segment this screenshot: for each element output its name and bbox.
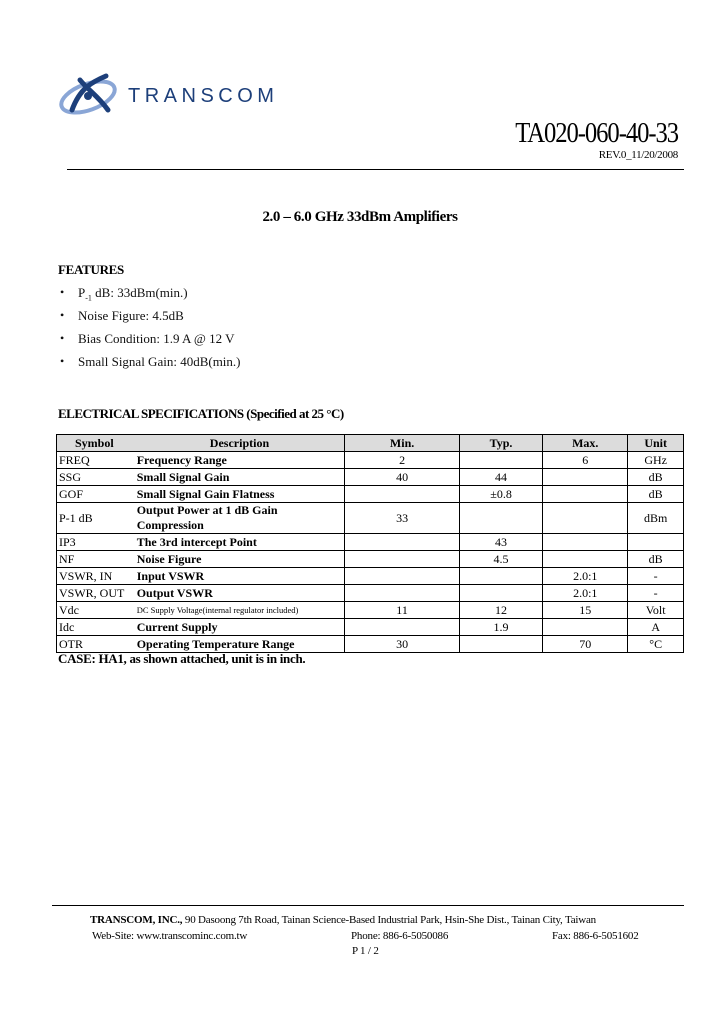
specs-table	[56, 434, 684, 653]
bullet-icon: •	[60, 354, 65, 368]
cell-max	[543, 503, 628, 534]
page-number: P 1 / 2	[352, 945, 379, 957]
cell-min	[345, 551, 460, 568]
case-note: CASE: HA1, as shown attached, unit is in inch.	[58, 651, 306, 666]
table-row	[57, 452, 684, 469]
specs-heading: ELECTRICAL SPECIFICATIONS (Specified at 25 °C)	[58, 406, 344, 421]
cell-max	[543, 551, 628, 568]
cell-symbol: P-1 dB	[57, 503, 135, 534]
cell-description: DC Supply Voltage(internal regulator included)	[135, 602, 345, 619]
table-row	[57, 469, 684, 486]
feature-item: • Bias Condition: 1.9 A @ 12 V	[60, 331, 235, 346]
col-header: Min.	[345, 435, 460, 452]
cell-typ	[459, 568, 542, 585]
cell-min: 30	[345, 636, 460, 653]
table-row	[57, 602, 684, 619]
table-row	[57, 534, 684, 551]
part-number: TA020-060-40-33	[515, 118, 678, 149]
revision-label: REV.0_11/20/2008	[598, 149, 678, 161]
cell-symbol: FREQ	[57, 452, 135, 469]
features-list	[60, 285, 241, 377]
cell-symbol: VSWR, IN	[57, 568, 135, 585]
cell-symbol: NF	[57, 551, 135, 568]
cell-description: Current Supply	[135, 619, 345, 636]
cell-min: 33	[345, 503, 460, 534]
feature-item: • Small Signal Gain: 40dB(min.)	[60, 354, 241, 369]
cell-description: Noise Figure	[135, 551, 345, 568]
cell-max: 2.0:1	[543, 568, 628, 585]
table-row	[57, 503, 684, 534]
cell-min	[345, 486, 460, 503]
cell-min	[345, 534, 460, 551]
cell-unit: dBm	[628, 503, 684, 534]
cell-unit: -	[628, 585, 684, 602]
cell-description: Input VSWR	[135, 568, 345, 585]
col-header: Unit	[628, 435, 684, 452]
cell-unit: GHz	[628, 452, 684, 469]
transcom-swirl-icon	[58, 70, 122, 120]
table-row	[57, 619, 684, 636]
header-divider	[67, 169, 684, 170]
cell-symbol: Vdc	[57, 602, 135, 619]
features-heading: FEATURES	[58, 262, 124, 277]
specs-body	[57, 452, 684, 653]
col-header: Description	[135, 435, 345, 452]
cell-unit: A	[628, 619, 684, 636]
cell-description: Output VSWR	[135, 585, 345, 602]
col-header: Max.	[543, 435, 628, 452]
feature-item: • Noise Figure: 4.5dB	[60, 308, 184, 323]
company-logo	[58, 70, 308, 120]
cell-typ	[459, 452, 542, 469]
table-row	[57, 585, 684, 602]
document-title: 2.0 – 6.0 GHz 33dBm Amplifiers	[262, 209, 458, 225]
cell-min	[345, 585, 460, 602]
cell-unit: dB	[628, 469, 684, 486]
cell-symbol: OTR	[57, 636, 135, 653]
cell-max: 6	[543, 452, 628, 469]
cell-unit	[628, 534, 684, 551]
cell-typ: ±0.8	[459, 486, 542, 503]
footer-fax: Fax: 886-6-5051602	[552, 930, 639, 942]
cell-max	[543, 534, 628, 551]
feature-item: • $P_{-1}$ dB: 33dBm(min.)	[60, 285, 188, 303]
cell-symbol: SSG	[57, 469, 135, 486]
cell-max	[543, 469, 628, 486]
cell-max: 2.0:1	[543, 585, 628, 602]
cell-unit: °C	[628, 636, 684, 653]
footer-address: TRANSCOM, INC., 90 Dasoong 7th Road, Tainan Science-Based Industrial Park, Hsin-She Dist., Tainan City, Taiwan	[90, 914, 596, 926]
footer-phone: Phone: 886-6-5050086	[351, 930, 449, 942]
cell-unit: dB	[628, 486, 684, 503]
cell-symbol: VSWR, OUT	[57, 585, 135, 602]
cell-description: Operating Temperature Range	[135, 636, 345, 653]
cell-typ: 1.9	[459, 619, 542, 636]
bullet-icon: •	[60, 285, 65, 299]
cell-typ	[459, 503, 542, 534]
cell-symbol: Idc	[57, 619, 135, 636]
cell-typ: 43	[459, 534, 542, 551]
cell-description: Small Signal Gain Flatness	[135, 486, 345, 503]
footer-website: Web-Site: www.transcominc.com.tw	[92, 930, 248, 942]
cell-description: The 3rd intercept Point	[135, 534, 345, 551]
cell-max: 15	[543, 602, 628, 619]
cell-typ: 44	[459, 469, 542, 486]
cell-min: 2	[345, 452, 460, 469]
table-row	[57, 636, 684, 653]
cell-unit: dB	[628, 551, 684, 568]
cell-symbol: GOF	[57, 486, 135, 503]
cell-max	[543, 486, 628, 503]
cell-min	[345, 619, 460, 636]
cell-min: 11	[345, 602, 460, 619]
table-header-row	[57, 435, 684, 452]
cell-max: 70	[543, 636, 628, 653]
footer-divider	[52, 905, 684, 906]
table-row	[57, 551, 684, 568]
logo-wordmark: TRANSCOM	[128, 85, 279, 107]
table-row	[57, 568, 684, 585]
cell-min	[345, 568, 460, 585]
cell-unit: -	[628, 568, 684, 585]
cell-typ	[459, 636, 542, 653]
cell-typ	[459, 585, 542, 602]
cell-symbol: IP3	[57, 534, 135, 551]
bullet-icon: •	[60, 331, 65, 345]
bullet-icon: •	[60, 308, 65, 322]
cell-description: Output Power at 1 dB Gain Compression	[135, 503, 345, 534]
cell-description: Small Signal Gain	[135, 469, 345, 486]
cell-min: 40	[345, 469, 460, 486]
table-row	[57, 486, 684, 503]
col-header: Symbol	[57, 435, 135, 452]
col-header: Typ.	[459, 435, 542, 452]
cell-typ: 4.5	[459, 551, 542, 568]
cell-description: Frequency Range	[135, 452, 345, 469]
cell-typ: 12	[459, 602, 542, 619]
cell-unit: Volt	[628, 602, 684, 619]
cell-max	[543, 619, 628, 636]
